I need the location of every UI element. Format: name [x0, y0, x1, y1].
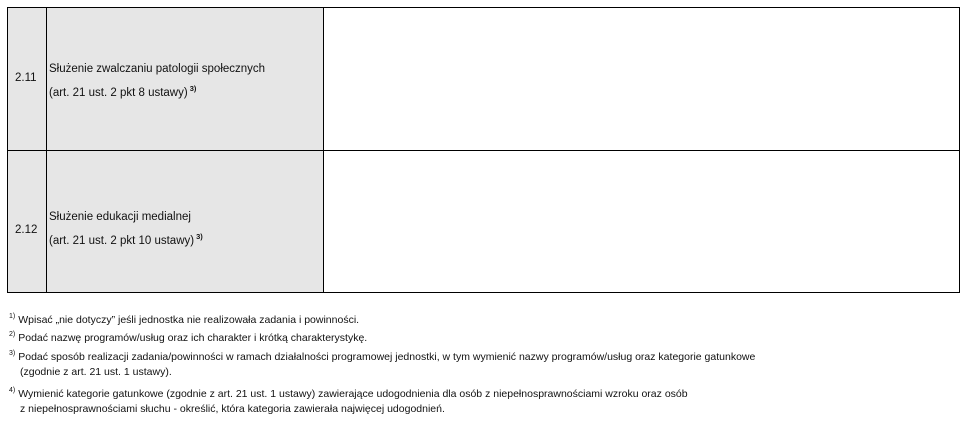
form-table: [7, 7, 960, 293]
footnote-text: Podać nazwę programów/usług oraz ich charakter i krótką charakterystykę.: [18, 332, 368, 344]
table-row: [8, 151, 959, 292]
table-row: [8, 8, 959, 151]
footnote-mark: 4): [9, 387, 16, 394]
footnote-text: Wymienić kategorie gatunkowe (zgodnie z art. 21 ust. 1 ustawy) zawierające udogodnienia dla osób z niepełnosprawnościami wzroku oraz osób: [18, 388, 688, 400]
footnote-1: [9, 310, 359, 327]
answer-field[interactable]: [324, 151, 959, 292]
footnote-text: Podać sposób realizacji zadania/powinności w ramach działalności programowej jednostki, w tym wymienić nazwy programów/usług oraz kategorie gatunkowe: [18, 351, 756, 363]
footnote-ref: 3): [189, 84, 197, 93]
row-reference-line: [49, 232, 203, 247]
row-reference-line: [49, 84, 196, 99]
footnote-mark: 3): [9, 350, 16, 357]
row-reference: (art. 21 ust. 2 pkt 8 ustawy): [49, 87, 188, 99]
footnote-mark: 2): [9, 331, 16, 338]
footnote-4-continuation: z niepełnosprawnościami słuchu - określić, która kategoria zawierała najwięcej udogodnień.: [20, 403, 445, 415]
footnote-3: [9, 347, 755, 364]
footnote-text: Wpisać „nie dotyczy” jeśli jednostka nie realizowała zadania i powinności.: [18, 314, 360, 326]
footnote-3-continuation: (zgodnie z art. 21 ust. 1 ustawy).: [20, 366, 172, 378]
footnote-4: [9, 384, 688, 401]
answer-field[interactable]: [324, 8, 959, 150]
footnote-2: [9, 328, 367, 345]
row-title: Służenie zwalczaniu patologii społecznych: [49, 63, 266, 75]
row-number-cell: [8, 8, 47, 150]
row-description-cell: [47, 151, 324, 292]
row-description-cell: [47, 8, 324, 150]
row-title: Służenie edukacji medialnej: [49, 211, 191, 223]
footnote-ref: 3): [196, 232, 203, 241]
footnote-mark: 1): [9, 313, 16, 320]
row-reference: (art. 21 ust. 2 pkt 10 ustawy): [49, 235, 195, 247]
row-number: 2.11: [15, 72, 37, 84]
row-number: 2.12: [15, 224, 38, 236]
row-number-cell: [8, 151, 47, 292]
